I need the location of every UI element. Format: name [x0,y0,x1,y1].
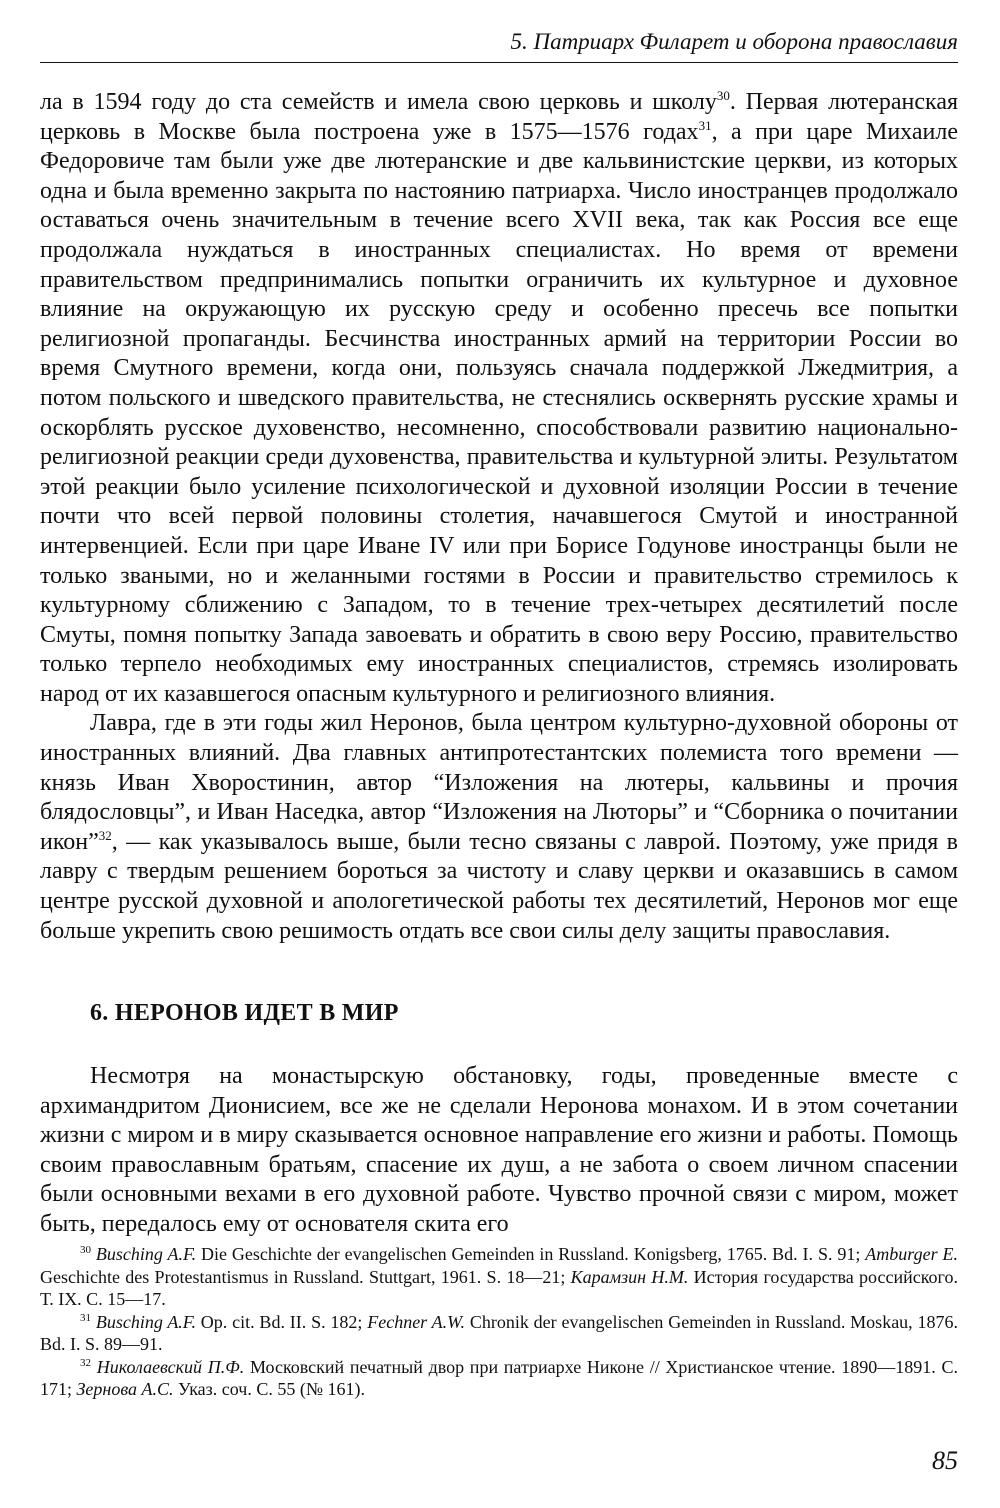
running-title: 5. Патриарх Филарет и оборона православия [510,29,958,54]
paragraph-2 [40,709,964,946]
main-text [40,88,965,946]
footnote-32 [40,1356,958,1401]
footnote-text: Chronik der evangelischen Gemeinden in Russland. Moskau, 1876. Bd. I. S. 89—91. [40,1311,958,1354]
paragraph-1-part-b: . Первая лютеранская церковь в Москве была построена уже в 1575—1576 годах [40,89,965,145]
footnote-text: Московский печатный двор при патриархе Никоне // Христианское чтение. 1890—1891. С. 171; [40,1356,958,1399]
footnote-author: Fechner A.W. [367,1311,466,1332]
footnote-author: Николаевский П.Ф. [96,1356,245,1377]
footnote-text: Указ. соч. С. 55 (№ 161). [173,1379,366,1399]
footnote-30 [40,1243,958,1311]
footnote-text: Geschichte des Protestantismus in Russland. Stuttgart, 1961. S. 18—21; [40,1266,571,1287]
footnote-text: Die Geschichte der evangelischen Gemeinden in Russland. Konigsberg, 1765. Bd. I. S. 91; [196,1244,866,1264]
footnote-ref-30[interactable]: 30 [716,88,730,103]
paragraph-1 [40,88,965,709]
footnote-ref-32[interactable]: 32 [98,827,112,843]
page-number: 85 [932,1446,958,1475]
paragraph-2-part-b: , — как указывалось выше, были тесно связаны с лаврой. Поэтому, уже придя в лавру с твердым решением бороться за чистоту и славу церкви и оказавшись в самом центре русской духовной и апологетической работы тех десятилетий, Неронов мог еще больше укрепить свою решимость отдать все свои силы делу защиты православия. [40,828,964,944]
footnote-number: 31 [80,1311,91,1324]
section-heading: 6. НЕРОНОВ ИДЕТ В МИР [90,1000,399,1026]
footnote-author: Busching A.F. [95,1244,197,1264]
footnote-ref-31[interactable]: 31 [698,117,712,133]
footnote-text: История государства российского. Т. IX. С. 15—17. [40,1266,958,1309]
paragraph-2-part-a: Лавра, где в эти годы жил Неронов, была центром культурно-духовной обороны от иностранных влияний. Два главных антипротестантских полемиста того времени — князь Иван Хворостинин, автор “Изложения на лютеры, кальвины и прочия блядословцы”, и Иван Наседка, автор “Изложения на Люторы” и “Сборника о почитании икон” [40,710,964,855]
running-header [40,28,958,63]
footnote-31 [40,1311,958,1356]
paragraph-1-part-a: ла в 1594 году до ста семейств и имела свою церковь и школу [40,89,717,115]
footnote-author: Карамзин Н.М. [570,1266,689,1287]
footnote-text: Op. cit. Bd. II. S. 182; [195,1311,368,1332]
footnote-author: Busching A.F. [95,1311,196,1332]
footnote-author: Зернова А.С. [76,1379,174,1399]
section-text [40,1062,958,1240]
footnote-number: 30 [80,1244,91,1256]
paragraph-1-part-c: , а при царе Михаиле Федоровиче там были уже две лютеранские и две кальвинистские церкви, из которых одна и была временно закрыта по настоянию патриарха. Число иностранцев продолжало оставаться очень значительным в течение всего XVII века, так как Россия все еще продолжала нуждаться в иностранных специалистах. Но время от времени правительством предпринимались попытки ограничить их культурное и духовное влияние на окружающую их русскую среду и особенно пресечь все попытки религиозной пропаганды. Бесчинства иностранных армий на территории России во время Смутного времени, когда они, пользуясь сначала поддержкой Лжедмитрия, а потом польского и шведского правительства, не стеснялись осквернять русские храмы и оскорблять русское духовенство, несомненно, способствовали развитию национально-религиозной реакции среди духовенства, правительства и культурной элиты. Результатом этой реакции было усиление психологической и духовной изоляции России в течение почти что всей первой половины столетия, начавшегося Смутой и иностранной интервенцией. Если при царе Иване IV или при Борисе Годунове иностранцы были не только зваными, но и желанными гостями в России и правительство стремилось к культурному сближению с Западом, то в течение трех-четырех десятилетий после Смуты, помня попытку Запада завоевать и обратить в свою веру Россию, правительство только терпело необходимых ему иностранных специалистов, стремясь изолировать народ от их казавшегося опасным культурного и религиозного влияния. [40,118,964,707]
paragraph-3: Несмотря на монастырскую обстановку, годы, проведенные вместе с архимандритом Дионисием, все же не сделали Неронова монахом. И в этом сочетании жизни с миром и в миру сказывается основное направление его жизни и работы. Помощь своим православным братьям, спасение их душ, а не забота о своем личном спасении были основными вехами в его духовной работе. Чувство прочной связи с миром, может быть, передалось ему от основателя скита его [40,1063,958,1237]
footnote-author: Amburger E. [865,1244,958,1264]
footnotes [40,1243,958,1401]
footnote-number: 32 [80,1356,91,1369]
